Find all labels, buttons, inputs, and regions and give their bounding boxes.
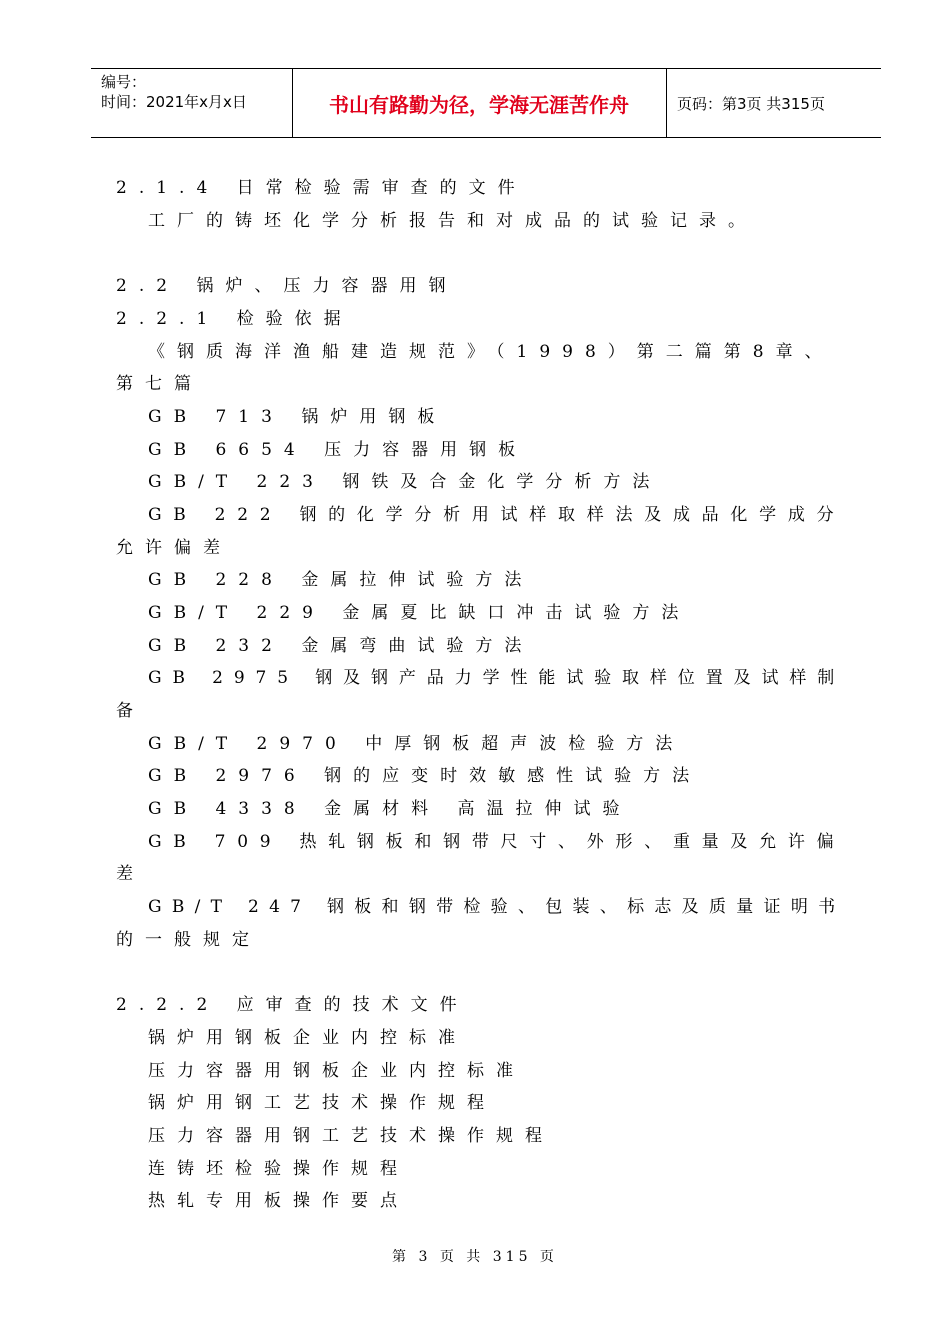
- standard-item: GB/T 223 钢铁及合金化学分析方法: [148, 472, 662, 492]
- document-item: 锅炉用钢板企业内控标准: [148, 1028, 467, 1048]
- standard-item: GB 709 热轧钢板和钢带尺寸、外形、重量及允许偏: [148, 832, 846, 852]
- time-label: 时间：2021年x月x日: [101, 93, 247, 111]
- header-page-info: 页码：第3页 共315页: [677, 94, 825, 113]
- standard-item-cont: 的一般规定: [116, 930, 261, 950]
- standard-item: GB 228 金属拉伸试验方法: [148, 570, 534, 590]
- header-meta: [101, 72, 291, 112]
- section-heading-2-1-4: 2.1.4 日常检验需审查的文件: [116, 178, 527, 198]
- standard-item-cont: 备: [116, 701, 145, 721]
- document-header: [91, 68, 881, 138]
- standard-item-cont: 允许偏差: [116, 538, 232, 558]
- page-footer: 第 3 页 共 315 页: [392, 1249, 558, 1265]
- standard-item: GB/T 2970 中厚钢板超声波检验方法: [148, 734, 685, 754]
- standard-item: GB 713 锅炉用钢板: [148, 407, 447, 427]
- document-item: 锅炉用钢工艺技术操作规程: [148, 1093, 496, 1113]
- standard-item: GB/T 247 钢板和钢带检验、包装、标志及质量证明书: [148, 897, 846, 917]
- document-item: 热轧专用板操作要点: [148, 1191, 409, 1211]
- section-heading-2-2-2: 2.2.2 应审查的技术文件: [116, 995, 469, 1015]
- document-item: 压力容器用钢工艺技术操作规程: [148, 1126, 554, 1146]
- standard-item: GB 222 钢的化学分析用试样取样法及成品化学成分: [148, 505, 846, 525]
- standard-item: GB 232 金属弯曲试验方法: [148, 636, 534, 656]
- section-heading-2-2-1: 2.2.1 检验依据: [116, 309, 353, 329]
- standard-item: GB/T 229 金属夏比缺口冲击试验方法: [148, 603, 691, 623]
- paragraph-line: 工厂的铸坯化学分析报告和对成品的试验记录。: [148, 211, 757, 231]
- standard-item: GB 2976 钢的应变时效敏感性试验方法: [148, 766, 702, 786]
- reference-line: 《钢质海洋渔船建造规范》（1998）第二篇第8章、: [148, 342, 834, 362]
- standard-item: GB 6654 压力容器用钢板: [148, 440, 528, 460]
- standard-item: GB 2975 钢及钢产品力学性能试验取样位置及试样制: [148, 668, 846, 688]
- document-item: 压力容器用钢板企业内控标准: [148, 1061, 525, 1081]
- reference-line-cont: 第七篇: [116, 374, 203, 394]
- standard-item: GB 4338 金属材料 高温拉伸试验: [148, 799, 632, 819]
- standard-item-cont: 差: [116, 864, 145, 884]
- section-heading-2-2: 2.2 锅炉、压力容器用钢: [116, 276, 458, 296]
- header-motto: 书山有路勤为径，学海无涯苦作舟: [329, 92, 629, 117]
- number-label: 编号：: [101, 73, 147, 91]
- document-item: 连铸坯检验操作规程: [148, 1159, 409, 1179]
